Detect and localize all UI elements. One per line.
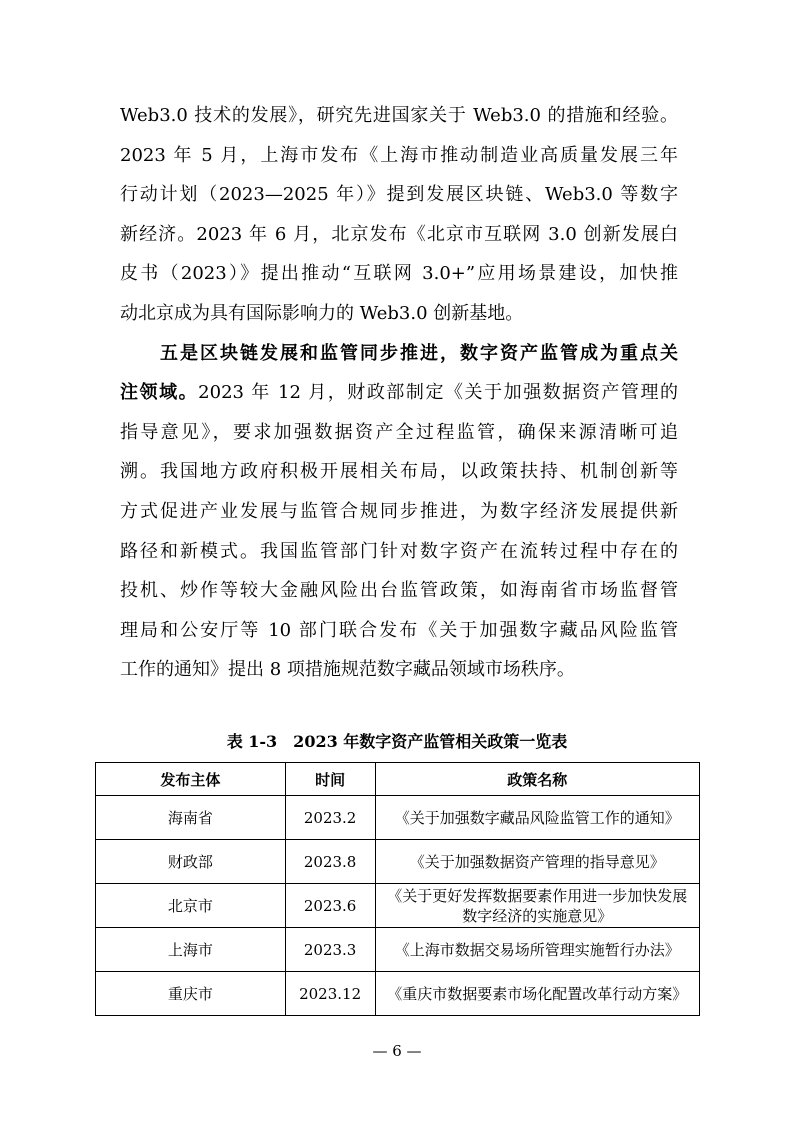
table-row [96,840,700,884]
cell-policy-name: 《关于加强数据资产管理的指导意见》 [375,840,699,884]
policy-table [95,762,700,1016]
body-text [120,96,678,690]
cell-issuer: 北京市 [96,884,286,928]
header-issuer: 发布主体 [96,763,286,796]
cell-issuer: 财政部 [96,840,286,884]
paragraph-line: 2023 年 5 月，上海市发布《上海市推动制造业高质量发展三年 [120,144,678,166]
paragraph-line: 新经济。2023 年 6 月，北京发布《北京市互联网 3.0 创新发展白 [120,223,678,245]
header-time: 时间 [285,763,375,796]
table-caption: 表 1-3 2023 年数字资产监管相关政策一览表 [226,732,568,751]
cell-time: 2023.2 [285,796,375,840]
paragraph-heading-tail: 注领域。 [120,382,199,404]
table-header-row [96,763,700,796]
paragraph-line: 溯。我国地方政府积极开展相关布局，以政策扶持、机制创新等 [120,461,678,483]
paragraph-line: 指导意见》，要求加强数据资产全过程监管，确保来源清晰可追 [120,421,678,443]
cell-policy-name: 《重庆市数据要素市场化配置改革行动方案》 [375,972,699,1016]
cell-time: 2023.12 [285,972,375,1016]
paragraph-line: Web3.0 技术的发展》，研究先进国家关于 Web3.0 的措施和经验。 [120,105,678,126]
cell-time: 2023.6 [285,884,375,928]
header-policy-name: 政策名称 [375,763,699,796]
cell-policy-name: 《关于更好发挥数据要素作用进一步加快发展数字经济的实施意见》 [375,884,699,928]
cell-time: 2023.3 [285,928,375,972]
paragraph-line: 路径和新模式。我国监管部门针对数字资产在流转过程中存在的 [120,540,678,562]
cell-time: 2023.8 [285,840,375,884]
cell-issuer: 上海市 [96,928,286,972]
paragraph-line: 理局和公安厅等 10 部门联合发布《关于加强数字藏品风险监管 [120,619,678,641]
table-row [96,884,700,928]
table-row [96,972,700,1016]
paragraph-line: 动北京成为具有国际影响力的 Web3.0 创新基地。 [120,302,524,324]
paragraph-line: 投机、炒作等较大金融风险出台监管政策，如海南省市场监督管 [120,580,678,602]
paragraph-line: 方式促进产业发展与监管合规同步推进，为数字经济发展提供新 [120,500,678,522]
cell-policy-name: 《上海市数据交易场所管理实施暂行办法》 [375,928,699,972]
cell-issuer: 海南省 [96,796,286,840]
paragraph-heading-line: 五是区块链发展和监管同步推进，数字资产监管成为重点关 [160,342,678,364]
paragraph-line: 工作的通知》提出 8 项措施规范数字藏品领域市场秩序。 [120,659,575,681]
page-number: — 6 — [372,1042,422,1060]
paragraph-line-rest: 2023 年 12 月，财政部制定《关于加强数据资产管理的 [198,382,678,404]
table-row [96,928,700,972]
table-row [96,796,700,840]
cell-issuer: 重庆市 [96,972,286,1016]
cell-policy-name: 《关于加强数字藏品风险监管工作的通知》 [375,796,699,840]
paragraph-line-mixed [120,373,678,413]
paragraph-line: 行动计划（2023—2025 年）》提到发展区块链、Web3.0 等数字 [120,184,678,206]
paragraph-line: 皮书（2023）》提出推动“互联网 3.0+”应用场景建设，加快推 [120,263,678,285]
